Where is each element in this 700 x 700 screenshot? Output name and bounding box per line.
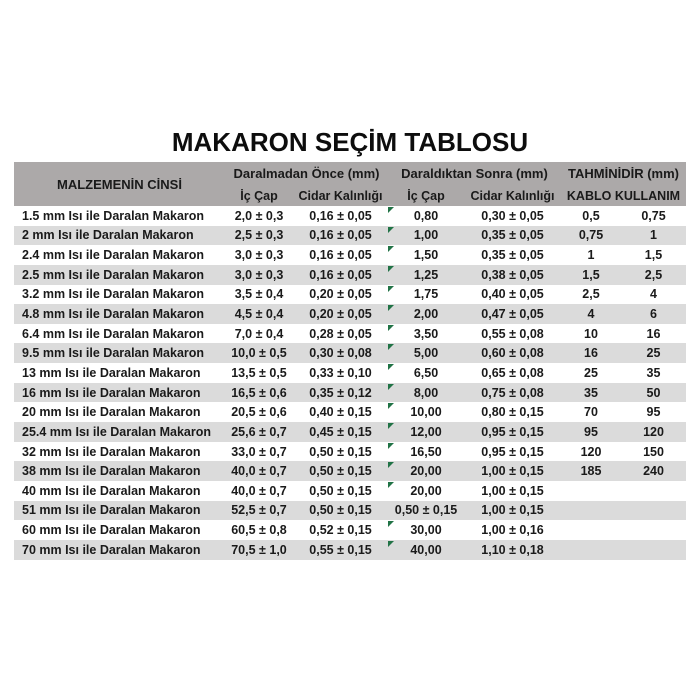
cell-after-wall-thickness <box>464 265 561 285</box>
cell-before-wall-thickness <box>293 520 388 540</box>
cell-material <box>14 461 225 481</box>
cell-text: 0,50 ± 0,15 <box>309 483 372 498</box>
cell-before-inner-diameter <box>225 422 293 442</box>
header-material: MALZEMENİN CİNSİ <box>57 176 182 192</box>
cell-text: 6.4 mm Isı ile Daralan Makaron <box>22 326 205 341</box>
cell-text: 50 <box>646 385 661 400</box>
cell-before-wall-thickness <box>293 383 388 403</box>
cell-text: 0,65 ± 0,08 <box>481 365 544 380</box>
cell-material <box>14 285 225 305</box>
cell-before-wall-thickness <box>293 265 388 285</box>
cell-corner-flag-icon <box>388 443 394 449</box>
cell-before-wall-thickness <box>293 540 388 560</box>
cell-after-wall-thickness <box>464 324 561 344</box>
cell-after-wall-thickness <box>464 206 561 226</box>
cell-text: 16,5 ± 0,6 <box>231 385 287 400</box>
table-row <box>14 442 686 462</box>
cell-text: 1,50 <box>413 248 439 263</box>
cell-before-inner-diameter <box>225 481 293 501</box>
cell-material <box>14 442 225 462</box>
cell-text: 0,55 ± 0,15 <box>309 542 372 557</box>
cell-corner-flag-icon <box>388 462 394 468</box>
cell-after-wall-thickness <box>464 402 561 422</box>
cell-after-wall-thickness <box>464 422 561 442</box>
cell-after-inner-diameter <box>388 304 464 324</box>
cell-material <box>14 481 225 501</box>
cell-material <box>14 324 225 344</box>
cell-after-wall-thickness <box>464 304 561 324</box>
cell-material <box>14 402 225 422</box>
cell-before-wall-thickness <box>293 343 388 363</box>
cell-text: 0,55 ± 0,08 <box>481 326 544 341</box>
cell-text: 2,00 <box>413 307 439 322</box>
cell-text: 6,50 <box>413 365 439 380</box>
cell-cable-usage-max <box>621 363 686 383</box>
cell-corner-flag-icon <box>388 403 394 409</box>
cell-cable-usage-min <box>561 402 621 422</box>
cell-text: 0,20 ± 0,05 <box>309 287 372 302</box>
cell-before-inner-diameter <box>225 285 293 305</box>
cell-material <box>14 363 225 383</box>
cell-after-wall-thickness <box>464 461 561 481</box>
cell-text: 0,75 ± 0,08 <box>481 385 544 400</box>
cell-before-inner-diameter <box>225 343 293 363</box>
cell-before-inner-diameter <box>225 265 293 285</box>
cell-text: 0,35 ± 0,05 <box>481 248 544 263</box>
cell-before-inner-diameter <box>225 206 293 226</box>
cell-text: 1 <box>650 228 657 243</box>
cell-text: 8,00 <box>413 385 439 400</box>
cell-after-inner-diameter <box>388 520 464 540</box>
cell-cable-usage-min <box>561 285 621 305</box>
cell-after-wall-thickness <box>464 363 561 383</box>
cell-text: 16 <box>646 326 661 341</box>
cell-corner-flag-icon <box>388 521 394 527</box>
cell-text: 3.2 mm Isı ile Daralan Makaron <box>22 287 205 302</box>
cell-text: 0,40 ± 0,15 <box>309 405 372 420</box>
table-row <box>14 422 686 442</box>
cell-after-inner-diameter <box>388 402 464 422</box>
cell-text: 0,45 ± 0,15 <box>309 424 372 439</box>
cell-after-wall-thickness <box>464 245 561 265</box>
cell-after-inner-diameter <box>388 285 464 305</box>
cell-cable-usage-min <box>561 422 621 442</box>
cell-text: 10,0 ± 0,5 <box>231 346 287 361</box>
cell-after-inner-diameter <box>388 324 464 344</box>
cell-text: 3,50 <box>413 326 439 341</box>
cell-cable-usage-max <box>621 383 686 403</box>
cell-text: 1 <box>587 248 595 263</box>
cell-corner-flag-icon <box>388 541 394 547</box>
cell-cable-usage-min <box>561 461 621 481</box>
cell-text: 2,5 <box>582 287 600 302</box>
cell-text: 4.8 mm Isı ile Daralan Makaron <box>22 307 205 322</box>
cell-corner-flag-icon <box>388 423 394 429</box>
cell-text: 3,0 ± 0,3 <box>234 248 284 263</box>
cell-corner-flag-icon <box>388 325 394 331</box>
cell-text: 13 mm Isı ile Daralan Makaron <box>22 365 201 380</box>
cell-after-inner-diameter <box>388 481 464 501</box>
cell-cable-usage-max <box>621 442 686 462</box>
cell-text: 10,00 <box>410 405 442 420</box>
cell-text: 1,00 ± 0,15 <box>481 483 544 498</box>
cell-cable-usage-min <box>561 206 621 226</box>
table-row <box>14 461 686 481</box>
table-row <box>14 285 686 305</box>
cell-cable-usage-max <box>621 520 686 540</box>
cell-cable-usage-min <box>561 520 621 540</box>
cell-text: 240 <box>643 464 664 479</box>
table-row <box>14 481 686 501</box>
cell-text: 0,95 ± 0,15 <box>481 424 544 439</box>
cell-after-wall-thickness <box>464 481 561 501</box>
cell-text: 7,0 ± 0,4 <box>234 326 284 341</box>
cell-text: 0,33 ± 0,10 <box>309 365 372 380</box>
cell-before-inner-diameter <box>225 245 293 265</box>
cell-corner-flag-icon <box>388 286 394 292</box>
cell-text: 120 <box>580 444 602 459</box>
cell-text: 2,5 <box>644 267 663 282</box>
cell-text: 4,5 ± 0,4 <box>234 307 284 322</box>
header-after-inner-diameter: İç Çap <box>407 188 445 203</box>
cell-material <box>14 304 225 324</box>
cell-text: 40,00 <box>410 542 442 557</box>
cell-text: 70 <box>584 405 598 420</box>
table-row <box>14 304 686 324</box>
cell-text: 40,0 ± 0,7 <box>231 483 287 498</box>
cell-text: 0,80 ± 0,15 <box>481 405 544 420</box>
cell-text: 0,5 <box>582 208 600 223</box>
cell-after-wall-thickness <box>464 442 561 462</box>
cell-material <box>14 520 225 540</box>
cell-text: 0,47 ± 0,05 <box>481 307 544 322</box>
cell-after-wall-thickness <box>464 501 561 521</box>
cell-text: 3,5 ± 0,4 <box>234 287 284 302</box>
cell-text: 0,30 ± 0,05 <box>481 208 544 223</box>
table-row <box>14 245 686 265</box>
table-row <box>14 343 686 363</box>
cell-text: 0,80 <box>413 208 439 223</box>
cell-material <box>14 245 225 265</box>
cell-text: 0,50 ± 0,15 <box>309 464 372 479</box>
table-row <box>14 383 686 403</box>
cell-after-inner-diameter <box>388 226 464 246</box>
cell-material <box>14 343 225 363</box>
cell-text: 1,75 <box>413 287 439 302</box>
cell-before-wall-thickness <box>293 363 388 383</box>
cell-text: 1,00 ± 0,15 <box>481 503 544 518</box>
cell-text: 0,50 ± 0,15 <box>309 503 372 518</box>
table-row <box>14 402 686 422</box>
cell-corner-flag-icon <box>388 482 394 488</box>
cell-after-wall-thickness <box>464 343 561 363</box>
cell-material <box>14 501 225 521</box>
cell-text: 0,35 ± 0,05 <box>481 228 544 243</box>
cell-cable-usage-max <box>621 402 686 422</box>
cell-text: 185 <box>580 464 602 479</box>
cell-after-inner-diameter <box>388 265 464 285</box>
cell-before-wall-thickness <box>293 245 388 265</box>
cell-before-wall-thickness <box>293 285 388 305</box>
cell-text: 2.5 mm Isı ile Daralan Makaron <box>22 267 205 282</box>
cell-cable-usage-min <box>561 304 621 324</box>
cell-text: 0,30 ± 0,08 <box>309 346 372 361</box>
header-before-inner-diameter: İç Çap <box>240 188 278 203</box>
cell-before-inner-diameter <box>225 540 293 560</box>
cell-text: 16 <box>584 346 598 361</box>
cell-after-inner-diameter <box>388 501 464 521</box>
header-group-after-shrink: Daraldıktan Sonra (mm) <box>401 166 548 181</box>
cell-cable-usage-max <box>621 481 686 501</box>
cell-cable-usage-min <box>561 383 621 403</box>
cell-before-wall-thickness <box>293 226 388 246</box>
cell-text: 0,16 ± 0,05 <box>309 267 372 282</box>
table-row <box>14 540 686 560</box>
cell-text: 1,25 <box>413 267 439 282</box>
table-row <box>14 520 686 540</box>
cell-text: 6 <box>650 307 657 322</box>
cell-after-inner-diameter <box>388 540 464 560</box>
cell-text: 0,35 ± 0,12 <box>309 385 372 400</box>
cell-after-wall-thickness <box>464 540 561 560</box>
cell-text: 0,52 ± 0,15 <box>309 523 372 538</box>
cell-text: 52,5 ± 0,7 <box>231 503 287 518</box>
cell-corner-flag-icon <box>388 227 394 233</box>
cell-before-inner-diameter <box>225 383 293 403</box>
cell-after-inner-diameter <box>388 383 464 403</box>
cell-text: 35 <box>646 365 661 380</box>
cell-text: 38 mm Isı ile Daralan Makaron <box>22 464 201 479</box>
cell-after-inner-diameter <box>388 442 464 462</box>
table-body <box>14 206 686 560</box>
cell-before-inner-diameter <box>225 402 293 422</box>
cell-text: 20,00 <box>410 464 442 479</box>
cell-text: 20,00 <box>410 483 442 498</box>
cell-text: 35 <box>584 385 598 400</box>
cell-text: 0,50 ± 0,15 <box>394 503 458 518</box>
cell-text: 4 <box>587 307 595 322</box>
cell-corner-flag-icon <box>388 266 394 272</box>
cell-cable-usage-max <box>621 245 686 265</box>
table-row <box>14 206 686 226</box>
cell-cable-usage-min <box>561 363 621 383</box>
cell-corner-flag-icon <box>388 364 394 370</box>
cell-before-inner-diameter <box>225 304 293 324</box>
cell-before-wall-thickness <box>293 422 388 442</box>
cell-text: 60,5 ± 0,8 <box>231 523 287 538</box>
cell-before-inner-diameter <box>225 461 293 481</box>
cell-text: 150 <box>643 444 664 459</box>
cell-text: 2.4 mm Isı ile Daralan Makaron <box>22 248 205 263</box>
cell-text: 13,5 ± 0,5 <box>231 365 287 380</box>
cell-after-wall-thickness <box>464 226 561 246</box>
cell-corner-flag-icon <box>388 207 394 213</box>
cell-cable-usage-max <box>621 422 686 442</box>
cell-material <box>14 265 225 285</box>
cell-text: 16 mm Isı ile Daralan Makaron <box>22 385 201 400</box>
cell-before-inner-diameter <box>225 226 293 246</box>
cell-before-wall-thickness <box>293 402 388 422</box>
cell-text: 0,60 ± 0,08 <box>481 346 544 361</box>
cell-corner-flag-icon <box>388 344 394 350</box>
cell-text: 40,0 ± 0,7 <box>231 464 287 479</box>
cell-after-wall-thickness <box>464 383 561 403</box>
cell-cable-usage-max <box>621 461 686 481</box>
cell-text: 0,16 ± 0,05 <box>309 208 372 223</box>
cell-text: 2,5 ± 0,3 <box>234 228 284 243</box>
cell-cable-usage-min <box>561 501 621 521</box>
cell-cable-usage-min <box>561 343 621 363</box>
cell-text: 1,5 <box>582 267 600 282</box>
header-group-before-shrink: Daralmadan Önce (mm) <box>233 166 380 181</box>
table-row <box>14 501 686 521</box>
cell-before-inner-diameter <box>225 442 293 462</box>
table-row <box>14 324 686 344</box>
cell-cable-usage-max <box>621 324 686 344</box>
header-cable-usage: KABLO KULLANIM <box>566 188 681 203</box>
page-title: MAKARON SEÇİM TABLOSU <box>171 127 529 157</box>
cell-text: 25 <box>584 365 598 380</box>
cell-cable-usage-min <box>561 265 621 285</box>
cell-text: 9.5 mm Isı ile Daralan Makaron <box>22 346 205 361</box>
cell-text: 70,5 ± 1,0 <box>231 542 287 557</box>
cell-before-wall-thickness <box>293 442 388 462</box>
cell-before-wall-thickness <box>293 481 388 501</box>
cell-text: 4 <box>650 287 657 302</box>
cell-text: 95 <box>584 424 598 439</box>
cell-after-inner-diameter <box>388 363 464 383</box>
cell-text: 16,50 <box>410 444 442 459</box>
cell-text: 0,28 ± 0,05 <box>309 326 372 341</box>
cell-text: 0,16 ± 0,05 <box>309 228 372 243</box>
cell-after-inner-diameter <box>388 245 464 265</box>
cell-cable-usage-min <box>561 226 621 246</box>
cell-cable-usage-min <box>561 442 621 462</box>
cell-before-wall-thickness <box>293 304 388 324</box>
cell-cable-usage-max <box>621 540 686 560</box>
table-row <box>14 363 686 383</box>
cell-corner-flag-icon <box>388 246 394 252</box>
cell-material <box>14 422 225 442</box>
cell-text: 0,16 ± 0,05 <box>309 248 372 263</box>
cell-text: 20,5 ± 0,6 <box>231 405 287 420</box>
cell-material <box>14 206 225 226</box>
cell-material <box>14 383 225 403</box>
cell-before-inner-diameter <box>225 520 293 540</box>
cell-after-inner-diameter <box>388 343 464 363</box>
cell-after-wall-thickness <box>464 285 561 305</box>
cell-text: 1,00 ± 0,15 <box>481 464 544 479</box>
cell-material <box>14 226 225 246</box>
cell-cable-usage-max <box>621 265 686 285</box>
table-row <box>14 226 686 246</box>
cell-text: 0,38 ± 0,05 <box>481 267 544 282</box>
cell-before-inner-diameter <box>225 324 293 344</box>
cell-cable-usage-max <box>621 285 686 305</box>
cell-after-wall-thickness <box>464 520 561 540</box>
cell-text: 95 <box>646 405 661 420</box>
header-after-wall-thickness: Cidar Kalınlığı <box>470 188 555 203</box>
cell-after-inner-diameter <box>388 461 464 481</box>
cell-material <box>14 540 225 560</box>
cell-text: 1,00 <box>413 228 439 243</box>
cell-after-inner-diameter <box>388 422 464 442</box>
cell-text: 120 <box>643 424 664 439</box>
cell-text: 1,10 ± 0,18 <box>481 542 544 557</box>
cell-text: 0,95 ± 0,15 <box>481 444 544 459</box>
cell-text: 2,0 ± 0,3 <box>234 208 284 223</box>
header-group-estimate: TAHMİNİDİR (mm) <box>568 166 679 181</box>
cell-text: 33,0 ± 0,7 <box>231 444 287 459</box>
cell-text: 3,0 ± 0,3 <box>234 267 284 282</box>
table-row <box>14 265 686 285</box>
cell-text: 0,75 <box>578 228 604 243</box>
cell-before-wall-thickness <box>293 501 388 521</box>
cell-cable-usage-min <box>561 324 621 344</box>
cell-before-wall-thickness <box>293 206 388 226</box>
cell-text: 2 mm Isı ile Daralan Makaron <box>22 228 194 243</box>
makaron-selection-table <box>14 162 686 560</box>
cell-corner-flag-icon <box>388 305 394 311</box>
cell-text: 25,6 ± 0,7 <box>231 424 287 439</box>
cell-text: 5,00 <box>413 346 439 361</box>
cell-cable-usage-max <box>621 206 686 226</box>
cell-text: 70 mm Isı ile Daralan Makaron <box>22 542 201 557</box>
cell-text: 25.4 mm Isı ile Daralan Makaron <box>22 424 211 439</box>
cell-cable-usage-max <box>621 343 686 363</box>
cell-text: 0,40 ± 0,05 <box>481 287 544 302</box>
cell-cable-usage-max <box>621 501 686 521</box>
cell-text: 30,00 <box>410 523 442 538</box>
cell-text: 0,50 ± 0,15 <box>309 444 372 459</box>
cell-text: 1,5 <box>644 248 663 263</box>
cell-text: 25 <box>646 346 661 361</box>
cell-text: 12,00 <box>410 424 442 439</box>
cell-cable-usage-min <box>561 481 621 501</box>
cell-text: 10 <box>584 326 598 341</box>
cell-cable-usage-max <box>621 304 686 324</box>
cell-text: 0,75 <box>641 208 666 223</box>
cell-text: 1,00 ± 0,16 <box>481 523 544 538</box>
table-header <box>14 162 686 206</box>
cell-text: 60 mm Isı ile Daralan Makaron <box>22 523 201 538</box>
cell-cable-usage-min <box>561 540 621 560</box>
cell-text: 0,20 ± 0,05 <box>309 307 372 322</box>
cell-corner-flag-icon <box>388 384 394 390</box>
cell-cable-usage-max <box>621 226 686 246</box>
cell-text: 51 mm Isı ile Daralan Makaron <box>22 503 201 518</box>
cell-text: 1.5 mm Isı ile Daralan Makaron <box>22 208 205 223</box>
cell-text: 32 mm Isı ile Daralan Makaron <box>22 444 201 459</box>
cell-before-inner-diameter <box>225 501 293 521</box>
header-before-wall-thickness: Cidar Kalınlığı <box>298 188 383 203</box>
cell-text: 20 mm Isı ile Daralan Makaron <box>22 405 201 420</box>
cell-cable-usage-min <box>561 245 621 265</box>
cell-before-wall-thickness <box>293 461 388 481</box>
cell-before-wall-thickness <box>293 324 388 344</box>
cell-after-inner-diameter <box>388 206 464 226</box>
cell-before-inner-diameter <box>225 363 293 383</box>
cell-text: 40 mm Isı ile Daralan Makaron <box>22 483 201 498</box>
